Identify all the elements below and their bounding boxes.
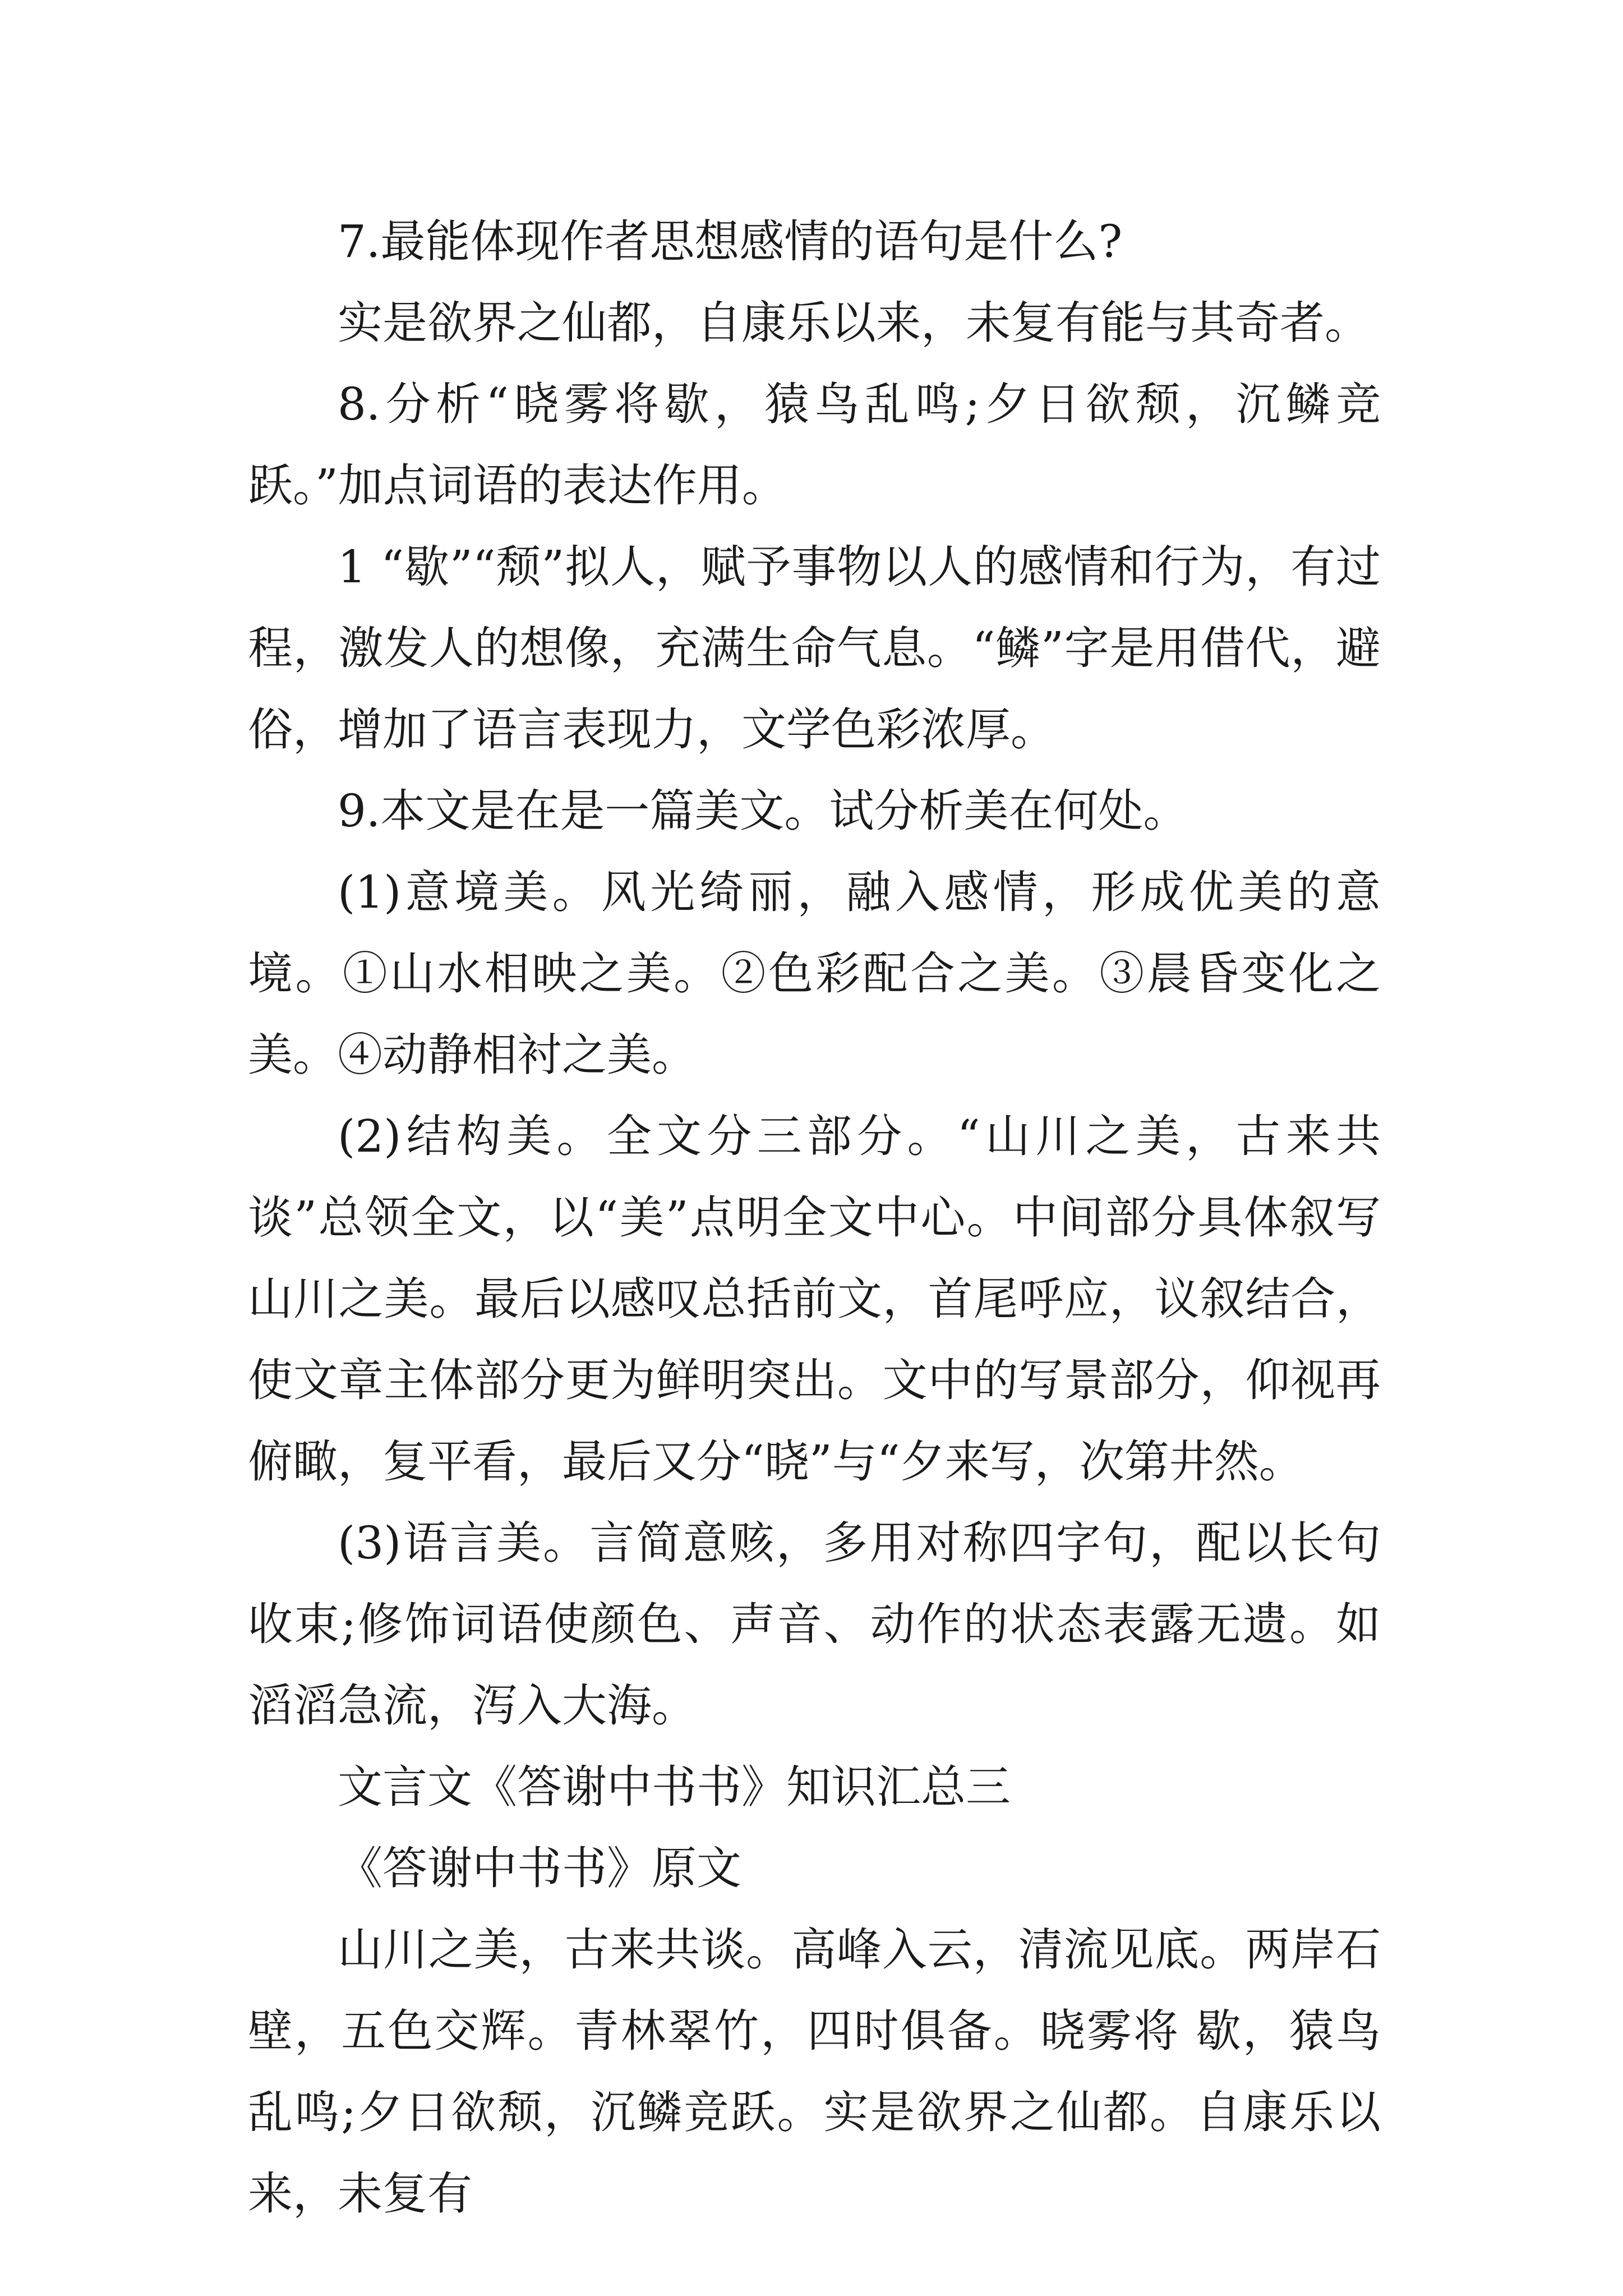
paragraph-answer-8: 1 “歇”“颓”拟人，赋予事物以人的感情和行为，有过程，激发人的想像，充满生命气息。“鳞”字是用借代，避俗，增加了语言表现力，文学色彩浓厚。: [248, 541, 1381, 756]
paragraph-question-8: 8.分析“晓雾将歇，猿鸟乱鸣;夕日欲颓，沉鳞竞跃。”加点词语的表达作用。: [248, 378, 1381, 512]
document-body: [248, 201, 1381, 2234]
paragraph-answer-9-1: (1)意境美。风光绮丽，融入感情，形成优美的意境。①山水相映之美。②色彩配合之美。③晨昏变化之美。④动静相衬之美。: [248, 866, 1381, 1081]
paragraph-answer-9-2: (2)结构美。全文分三部分。“山川之美，古来共谈”总领全文，以“美”点明全文中心。中间部分具体叙写山川之美。最后以感叹总括前文，首尾呼应，议叙结合，使文章主体部分更为鲜明突出。文中的写景部分，仰视再俯瞰，复平看，最后又分“晓”与“夕来写，次第井然。: [248, 1110, 1381, 1488]
paragraph-answer-7: 实是欲界之仙都，自康乐以来，未复有能与其奇者。: [338, 297, 1370, 349]
paragraph-original-text: 山川之美，古来共谈。高峰入云，清流见底。两岸石壁，五色交辉。青林翠竹，四时俱备。晓雾将 歇，猿鸟乱鸣;夕日欲颓，沉鳞竞跃。实是欲界之仙都。自康乐以来，未复有: [248, 1924, 1381, 2220]
paragraph-question-7: 7.最能体现作者思想感情的语句是什么?: [338, 215, 1123, 268]
paragraph-answer-9-3: (3)语言美。言简意赅，多用对称四字句，配以长句收束;修饰词语使颜色、声音、动作的状态表露无遗。如滔滔急流，泻入大海。: [248, 1517, 1381, 1732]
subsection-heading: 《答谢中书书》原文: [338, 1842, 741, 1894]
paragraph-question-9: 9.本文是在是一篇美文。试分析美在何处。: [338, 785, 1188, 837]
section-heading: 文言文《答谢中书书》知识汇总三: [338, 1761, 1011, 1813]
